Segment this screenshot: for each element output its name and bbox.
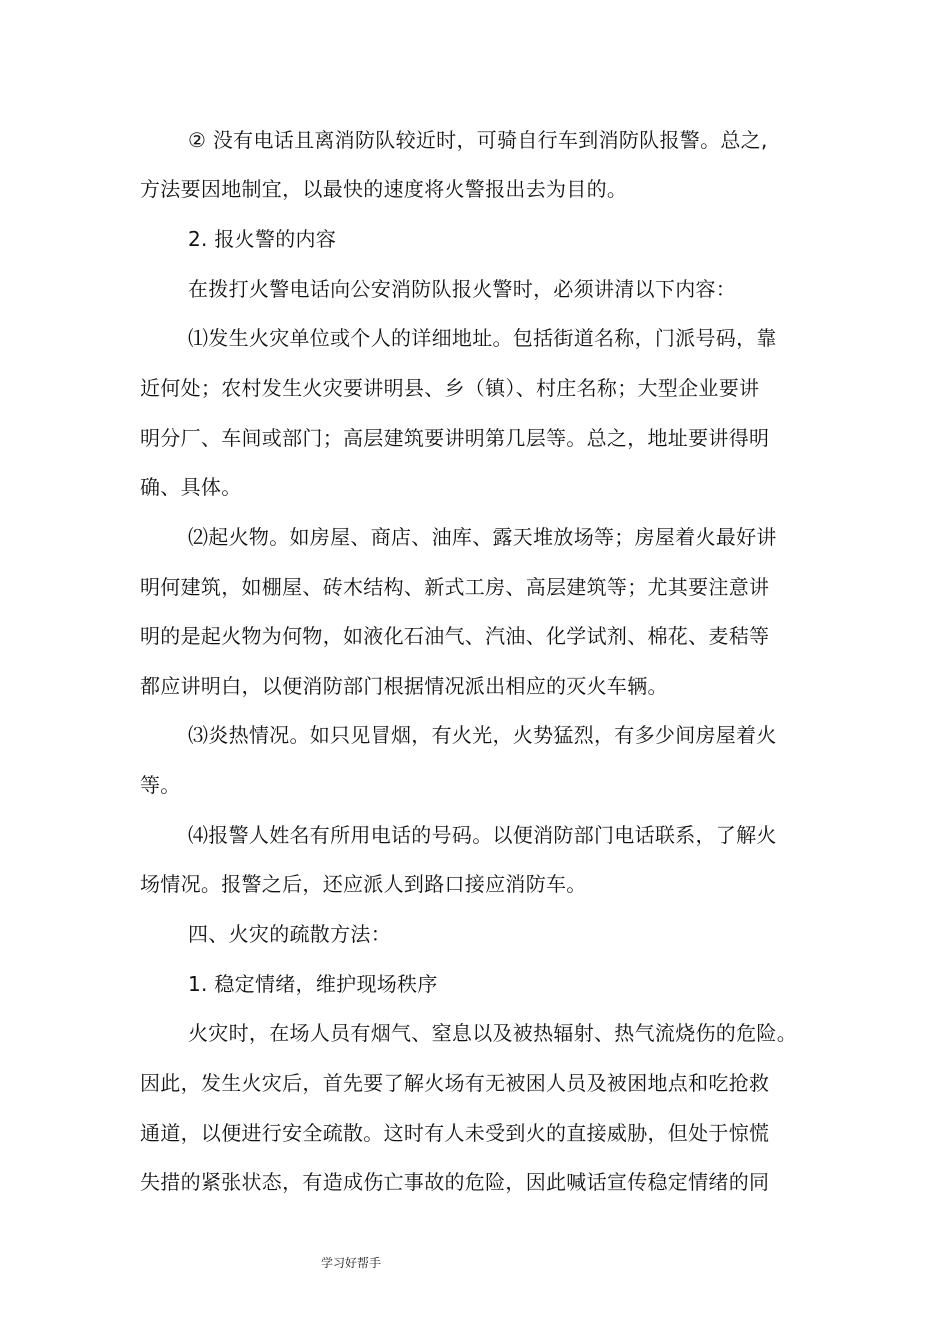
paragraph-line: 场情况。报警之后，还应派人到路口接应消防车。 bbox=[140, 872, 587, 896]
paragraph-line: 因此，发生火灾后，首先要了解火场有无被困人员及被困地点和吃抢救 bbox=[140, 1071, 770, 1095]
paragraph-line: 失措的紧张状态，有造成伤亡事故的危险，因此喊话宣传稳定情绪的同 bbox=[140, 1170, 770, 1194]
section-heading: 2. 报火警的内容 bbox=[188, 227, 337, 251]
paragraph-line: 明分厂、车间或部门；高层建筑要讲明第几层等。总之，地址要讲得明 bbox=[140, 426, 770, 450]
page-footer: 学习好帮手 bbox=[321, 1256, 382, 1270]
paragraph-line: ⑶炎热情况。如只见冒烟，有火光，火势猛烈，有多少间房屋着火 bbox=[188, 723, 777, 747]
paragraph-line: 确、具体。 bbox=[140, 475, 242, 499]
section-heading: 四、火灾的疏散方法： bbox=[188, 922, 391, 946]
paragraph-line: 都应讲明白，以便消防部门根据情况派出相应的灭火车辆。 bbox=[140, 674, 668, 698]
paragraph-line: ⑴发生火灾单位或个人的详细地址。包括街道名称，门派号码，靠 bbox=[188, 326, 777, 350]
paragraph-line: 在拨打火警电话向公安消防队报火警时，必须讲清以下内容： bbox=[188, 277, 737, 301]
paragraph-line: 明何建筑，如棚屋、砖木结构、新式工房、高层建筑等；尤其要注意讲 bbox=[140, 575, 770, 599]
paragraph-line: 等。 bbox=[140, 773, 181, 797]
paragraph-line: 火灾时，在场人员有烟气、窒息以及被热辐射、热气流烧伤的危险。 bbox=[188, 1021, 797, 1045]
paragraph-line: 明的是起火物为何物，如液化石油气、汽油、化学试剂、棉花、麦秸等 bbox=[140, 624, 770, 648]
section-heading: 1. 稳定情绪，维护现场秩序 bbox=[188, 972, 438, 996]
paragraph-line: 近何处；农村发生火灾要讲明县、乡（镇）、村庄名称；大型企业要讲 bbox=[140, 376, 760, 400]
paragraph-line: ⑷报警人姓名有所用电话的号码。以便消防部门电话联系，了解火 bbox=[188, 823, 777, 847]
paragraph-line: 方法要因地制宜，以最快的速度将火警报出去为目的。 bbox=[140, 177, 628, 201]
paragraph-line: ⑵起火物。如房屋、商店、油库、露天堆放场等；房屋着火最好讲 bbox=[188, 525, 777, 549]
paragraph-line: ② 没有电话且离消防队较近时，可骑自行车到消防队报警。总之, bbox=[188, 128, 768, 152]
paragraph-line: 通道，以便进行安全疏散。这时有人未受到火的直接威胁，但处于惊慌 bbox=[140, 1121, 770, 1145]
